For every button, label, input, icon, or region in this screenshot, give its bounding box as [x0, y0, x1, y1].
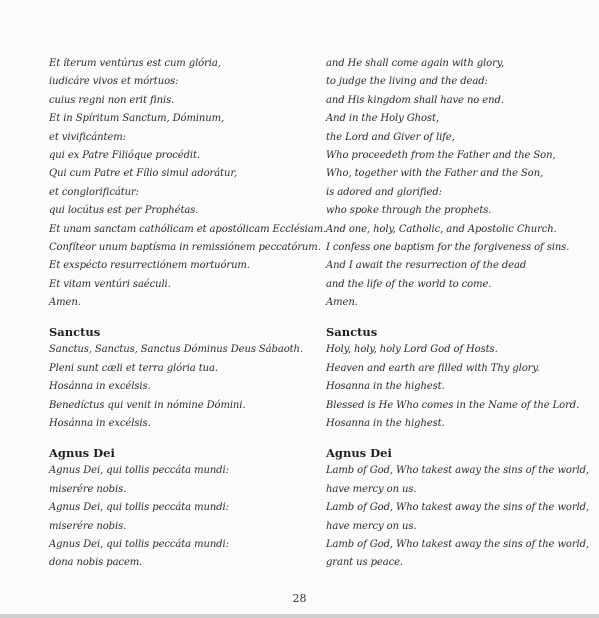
latin-line: Agnus Dei, qui tollis peccáta mundi:	[49, 502, 229, 514]
latin-line: cuius regni non erit finis.	[49, 94, 175, 106]
latin-line: miserére nobis.	[49, 520, 127, 532]
page-number: 28	[292, 592, 307, 605]
latin-line: Et exspécto resurrectiónem mortuórum.	[49, 260, 250, 272]
latin-line: Agnus Dei, qui tollis peccáta mundi:	[49, 538, 229, 550]
latin-agnus-heading: Agnus Dei	[49, 446, 115, 461]
latin-line: dona nobis pacem.	[49, 557, 143, 569]
english-line: Lamb of God, Who takest away the sins of the world,	[326, 502, 589, 514]
latin-line: et vivificántem:	[49, 131, 126, 143]
latin-sanctus-heading: Sanctus	[49, 325, 101, 340]
latin-line: miserére nobis.	[49, 483, 127, 495]
latin-column	[49, 55, 327, 573]
english-line: Heaven and earth are filled with Thy glory.	[326, 362, 540, 374]
latin-line: et conglorificátur:	[49, 186, 139, 198]
english-line: Hosanna in the highest.	[326, 418, 445, 430]
latin-line: Confíteor unum baptísma in remissiónem peccatórum.	[49, 241, 321, 253]
english-column	[326, 55, 589, 573]
english-line: Who proceedeth from the Father and the Son,	[326, 149, 556, 161]
english-line: Lamb of God, Who takest away the sins of the world,	[326, 465, 589, 477]
english-line: Blessed is He Who comes in the Name of the Lord.	[326, 399, 580, 411]
english-line: the Lord and Giver of life,	[326, 131, 455, 143]
english-agnus-heading: Agnus Dei	[326, 446, 392, 461]
latin-line: Et íterum ventúrus est cum glória,	[49, 58, 221, 69]
english-line: And in the Holy Ghost,	[326, 113, 439, 125]
latin-line: Sanctus, Sanctus, Sanctus Dóminus Deus Sábaoth.	[49, 344, 303, 356]
english-line: And one, holy, Catholic, and Apostolic Church.	[326, 223, 557, 235]
english-line: and He shall come again with glory,	[326, 58, 505, 69]
english-sanctus-section	[326, 323, 586, 433]
english-line: Who, together with the Father and the Son,	[326, 168, 544, 180]
english-sanctus-heading: Sanctus	[326, 325, 378, 340]
latin-line: Et in Spíritum Sanctum, Dóminum,	[49, 113, 225, 125]
english-line: Holy, holy, holy Lord God of Hosts.	[326, 344, 498, 356]
latin-sanctus-section	[49, 323, 319, 433]
latin-agnus-section	[49, 444, 319, 572]
english-line: is adored and glorified:	[326, 186, 442, 198]
english-line: have mercy on us.	[326, 483, 417, 495]
latin-line: Qui cum Patre et Fílio simul adorátur,	[49, 168, 237, 180]
latin-line: qui locútus est per Prophétas.	[49, 205, 199, 217]
latin-credo-section	[49, 55, 327, 312]
latin-line: Et unam sanctam cathólicam et apostólicam Ecclésiam.	[49, 223, 327, 235]
english-credo-section	[326, 55, 586, 312]
latin-line: Amen.	[49, 297, 81, 309]
english-line: grant us peace.	[326, 557, 404, 569]
page-bottom-edge	[0, 614, 599, 618]
latin-line: Pleni sunt cæli et terra glória tua.	[49, 362, 218, 374]
english-line: I confess one baptism for the forgiveness of sins.	[326, 241, 570, 253]
latin-line: Et vitam ventúri saéculi.	[49, 278, 171, 290]
english-line: to judge the living and the dead:	[326, 76, 488, 88]
latin-line: Hosánna in excélsis.	[49, 381, 151, 393]
latin-line: qui ex Patre Filióque procédit.	[49, 149, 201, 161]
english-line: Lamb of God, Who takest away the sins of the world,	[326, 538, 589, 550]
latin-line: Hosánna in excélsis.	[49, 418, 151, 430]
english-line: Hosanna in the highest.	[326, 381, 445, 393]
english-line: Amen.	[326, 297, 358, 309]
latin-line: Benedíctus qui venit in nómine Dómini.	[49, 399, 246, 411]
english-line: who spoke through the prophets.	[326, 205, 492, 217]
english-agnus-section	[326, 444, 589, 572]
english-line: have mercy on us.	[326, 520, 417, 532]
english-line: and His kingdom shall have no end.	[326, 94, 504, 106]
english-line: and the life of the world to come.	[326, 278, 492, 290]
latin-line: Agnus Dei, qui tollis peccáta mundi:	[49, 465, 229, 477]
latin-line: iudicáre vivos et mórtuos:	[49, 76, 179, 88]
english-line: And I await the resurrection of the dead	[326, 260, 527, 272]
